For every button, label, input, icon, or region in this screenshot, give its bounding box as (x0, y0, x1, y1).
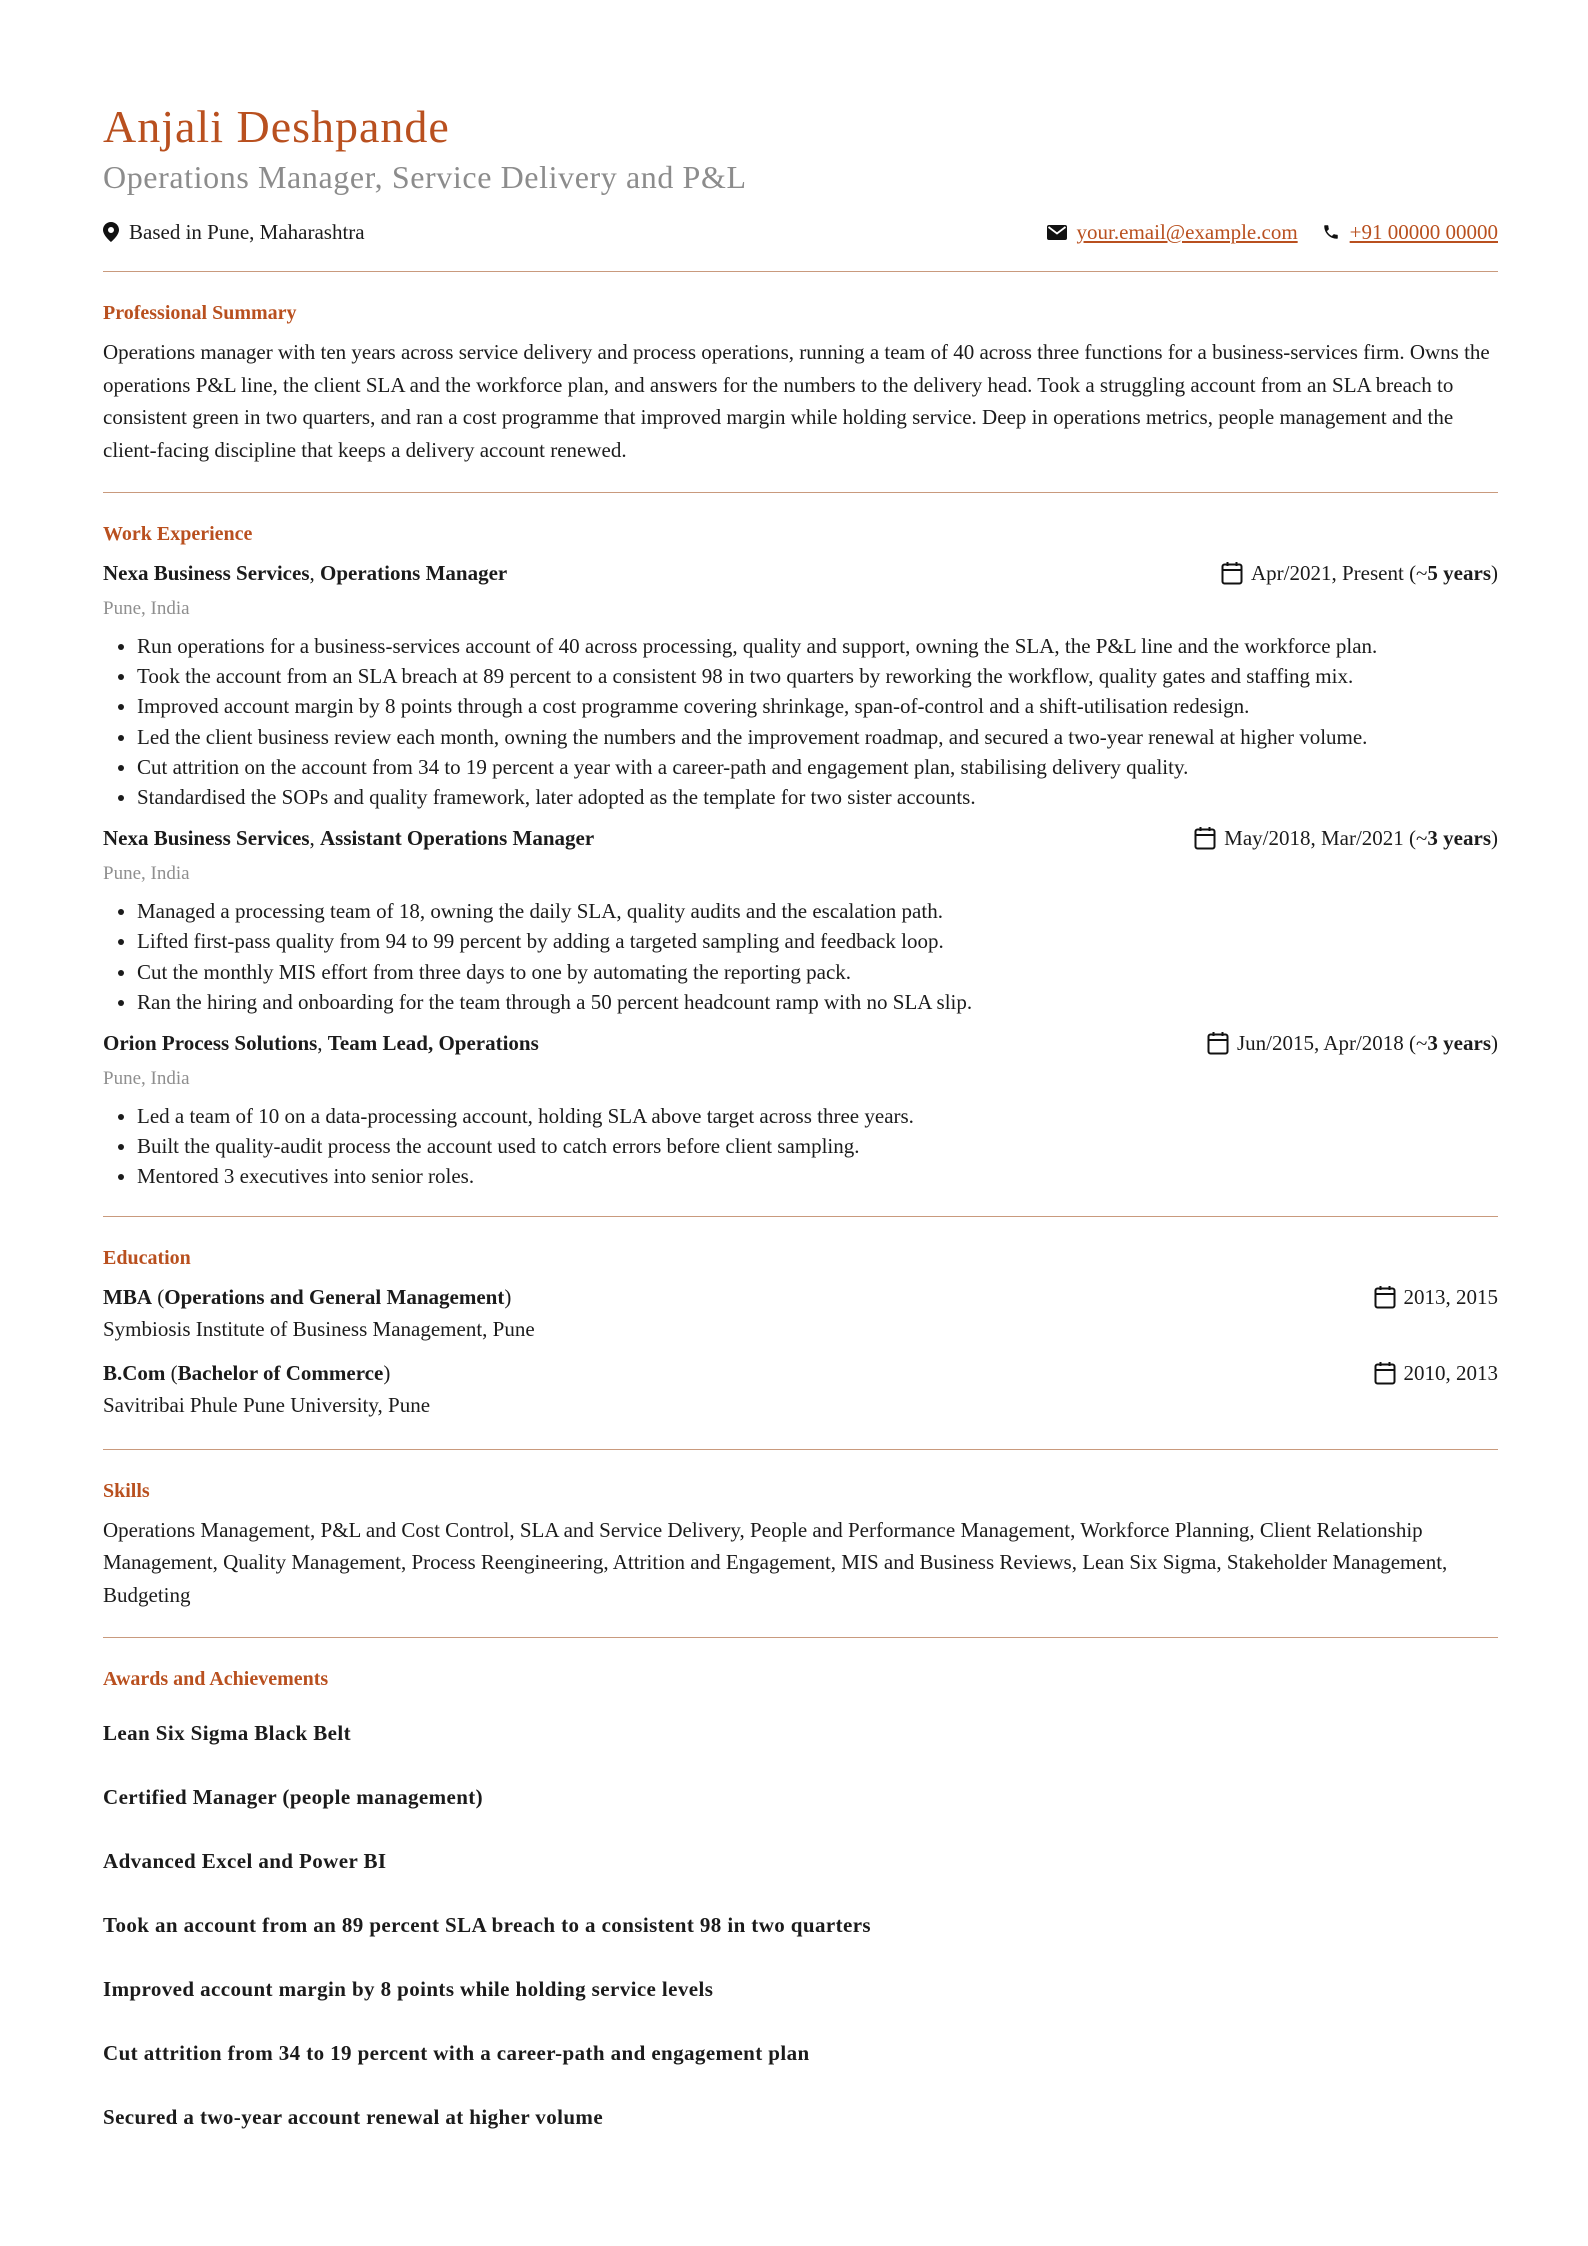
degree: B.Com (Bachelor of Commerce) (103, 1360, 391, 1385)
skills-section (103, 1450, 1498, 1638)
map-pin-icon (103, 222, 119, 242)
award-item: Cut attrition from 34 to 19 percent with a career-path and engagement plan (103, 2041, 810, 2066)
award-item: Took an account from an 89 percent SLA breach to a consistent 98 in two quarters (103, 1913, 871, 1938)
candidate-title: Operations Manager, Service Delivery and P&L (103, 159, 747, 195)
company-name: Orion Process Solutions (103, 1031, 318, 1056)
education-heading: Education (103, 1246, 191, 1269)
award-item: Lean Six Sigma Black Belt (103, 1721, 352, 1746)
calendar-icon (1374, 1285, 1396, 1309)
summary-section (103, 272, 1498, 492)
job-title: Nexa Business Services, Assistant Operations Manager (103, 826, 595, 851)
summary-text: Operations manager with ten years across service delivery and process operations, running a team of 40 across three functions for a business-services firm. Owns the operations P&L line, the client SLA and the workforce plan, and answers for the numbers to the delivery head. Took a struggling account from an SLA breach to consistent green in two quarters, and ran a cost programme that improved margin while holding service. Deep in operations metrics, people management and the client-facing discipline that keeps a delivery account renewed. (103, 340, 1490, 462)
job-title: Nexa Business Services, Operations Manager (103, 561, 508, 585)
experience-section (103, 493, 1498, 1216)
company-name: Nexa Business Services (103, 826, 310, 851)
list-item: • Led a team of 10 on a data-processing account, holding SLA above target across three years. (137, 1101, 1498, 1131)
role-name: Operations Manager (320, 561, 508, 585)
phone-icon (1322, 223, 1340, 241)
award-item: Advanced Excel and Power BI (103, 1849, 387, 1874)
award-item: Improved account margin by 8 points while holding service levels (103, 1977, 714, 2002)
job-dates: May/2018, Mar/2021 (~ 3 years ) (1194, 822, 1498, 854)
job-location: Pune, India (103, 1068, 190, 1090)
job-dates: Apr/2021, Present (~ 5 years ) (1221, 557, 1498, 589)
list-item: • Ran the hiring and onboarding for the team through a 50 percent headcount ramp with no SLA slip. (137, 987, 1498, 1017)
award-item: Secured a two-year account renewal at higher volume (103, 2105, 604, 2130)
list-item: • Cut the monthly MIS effort from three days to one by automating the reporting pack. (137, 957, 1498, 987)
school-name: Savitribai Phule Pune University, Pune (103, 1392, 431, 1417)
education-dates: 2013, 2015 (1374, 1281, 1499, 1313)
awards-list (103, 1702, 1498, 2132)
job-title: Orion Process Solutions, Team Lead, Operations (103, 1031, 539, 1056)
candidate-name: Anjali Deshpande (103, 101, 450, 152)
job-dates: Jun/2015, Apr/2018 (~ 3 years ) (1207, 1027, 1498, 1059)
calendar-icon (1194, 826, 1216, 850)
location-text: Based in Pune, Maharashtra (129, 220, 365, 244)
education-dates: 2010, 2013 (1374, 1357, 1499, 1389)
awards-heading: Awards and Achievements (103, 1668, 329, 1691)
award-item: Certified Manager (people management) (103, 1785, 484, 1810)
phone-link[interactable]: +91 00000 00000 (1349, 220, 1498, 244)
skills-heading: Skills (103, 1479, 150, 1502)
job-entry (103, 822, 1498, 1017)
calendar-icon (1221, 561, 1243, 585)
calendar-icon (1207, 1031, 1229, 1055)
role-name: Team Lead, Operations (327, 1031, 539, 1056)
job-location: Pune, India (103, 863, 190, 885)
job-bullets (103, 896, 1498, 1017)
phone (1322, 218, 1498, 246)
list-item: • Improved account margin by 8 points through a cost programme covering shrinkage, span-of-control and a shift-utilisation redesign. (137, 691, 1498, 721)
job-bullets (103, 631, 1498, 812)
contact-links (1047, 218, 1498, 246)
education-section (103, 1217, 1498, 1449)
role-name: Assistant Operations Manager (320, 826, 595, 851)
school-name: Symbiosis Institute of Business Management, Pune (103, 1316, 535, 1341)
awards-section (103, 1638, 1498, 2192)
envelope-icon (1047, 225, 1067, 240)
experience-heading: Work Experience (103, 523, 253, 545)
list-item: • Mentored 3 executives into senior roles. (137, 1161, 1498, 1191)
education-entry (103, 1357, 1498, 1389)
job-location: Pune, India (103, 598, 190, 619)
list-item: • Managed a processing team of 18, owning the daily SLA, quality audits and the escalation path. (137, 896, 1498, 926)
job-bullets (103, 1101, 1498, 1192)
email (1047, 218, 1298, 246)
list-item: • Standardised the SOPs and quality framework, later adopted as the template for two sister accounts. (137, 782, 1498, 812)
skills-text: Operations Management, P&L and Cost Control, SLA and Service Delivery, People and Performance Management, Workforce Planning, Client Relationship Management, Quality Management, Process Reengineering, Attrition and Engagement, MIS and Business Reviews, Lean Six Sigma, Stakeholder Management, Budgeting (103, 1517, 1448, 1607)
list-item: • Led the client business review each month, owning the numbers and the improvement roadmap, and secured a two-year renewal at higher volume. (137, 722, 1498, 752)
list-item: • Took the account from an SLA breach at 89 percent to a consistent 98 in two quarters by reworking the workflow, quality gates and staffing mix. (137, 661, 1498, 691)
job-entry (103, 1027, 1498, 1192)
education-entry (103, 1281, 1498, 1313)
contact-row (103, 218, 1498, 246)
calendar-icon (1374, 1361, 1396, 1385)
list-item: • Built the quality-audit process the account used to catch errors before client sampling. (137, 1131, 1498, 1161)
list-item: • Run operations for a business-services account of 40 across processing, quality and support, owning the SLA, the P&L line and the workforce plan. (137, 631, 1498, 661)
location (103, 218, 365, 246)
list-item: • Lifted first-pass quality from 94 to 99 percent by adding a targeted sampling and feedback loop. (137, 926, 1498, 956)
company-name: Nexa Business Services (103, 561, 310, 585)
list-item: • Cut attrition on the account from 34 to 19 percent a year with a career-path and engagement plan, stabilising delivery quality. (137, 752, 1498, 782)
summary-heading: Professional Summary (103, 302, 297, 324)
email-link[interactable]: your.email@example.com (1076, 220, 1298, 244)
degree: MBA (Operations and General Management) (103, 1284, 512, 1309)
job-entry (103, 557, 1498, 812)
